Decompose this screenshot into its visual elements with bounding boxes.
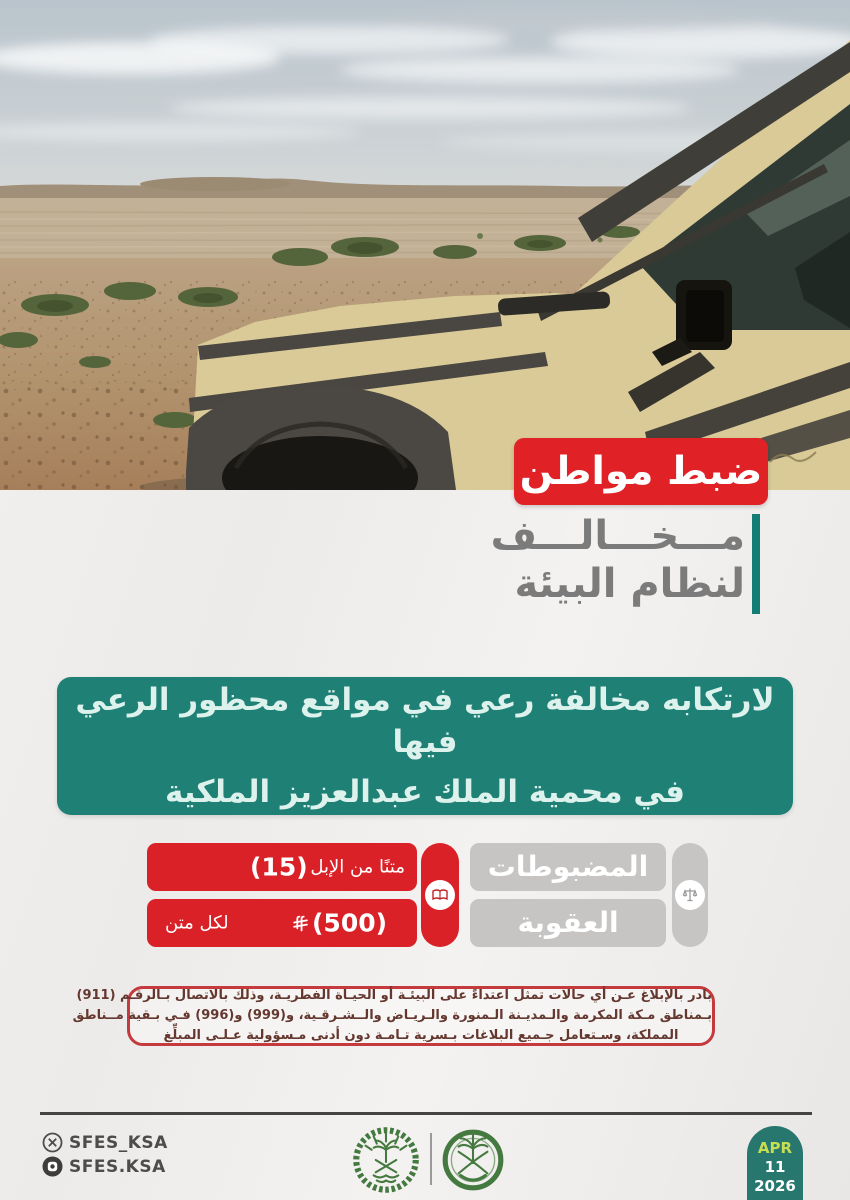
arrest-banner [514,438,768,505]
penalty-label-box [470,899,666,947]
instagram-handle: SFES.KSA [69,1156,166,1177]
violation-banner [57,677,793,815]
penalty-amount: (500) [293,909,387,938]
heading-line1: مـــخـــالـــف [490,513,745,559]
social-handles [42,1132,168,1177]
seizure-pill [421,843,459,947]
ledger-icon [425,880,455,910]
violation-heading [491,512,760,614]
date-badge [747,1126,803,1200]
notice-line1: بادر بالإبلاغ عـن أي حالات تمثل اعتداءً على البيئـة أو الحيـاة الفطريـة، وذلك بالاتصال بـالرقـم (911) [76,988,712,1003]
sfes-emblem [345,1121,427,1199]
violation-line2: في محمية الملك عبدالعزيز الملكية [164,774,686,810]
desert-scene [0,0,850,490]
instagram-icon [42,1156,63,1177]
notice-line2: بـمناطق مـكة المكرمة والـمديـنة الـمنورة والـريـاض والــشـرقـية، و(999) و(996) فـي بـقية مــناطق [72,1008,712,1023]
seizure-unit: متنًا من الإبل [310,856,405,878]
penalty-value-box [147,899,417,947]
violation-line1: لارتكابه مخالفة رعي في مواقع محظور الرعي فيها [75,682,775,760]
riyal-symbol-icon [293,915,308,932]
seizure-count: (15) [250,852,308,882]
seizure-value-box [147,843,417,891]
penalty-label: العقوبة [517,905,619,939]
notice-line3: المملكة، وسـتعامل جـميع البلاغات بـسرية تـامـة دون أدنى مـسؤولية عـلـى المبلِّغ [163,1028,679,1043]
seizures-label: المضبوطات [487,849,649,883]
penalty-pill [672,843,708,947]
heading-line2: لنظام البيئة [514,561,745,607]
logo-divider [430,1133,432,1185]
date-day: 11 [764,1158,786,1176]
stats-row [0,843,850,947]
x-handle: SFES_KSA [69,1132,168,1153]
date-month: APR [757,1139,793,1157]
moi-emblem [440,1126,506,1194]
social-row-x [42,1132,168,1153]
seizures-label-box [470,843,666,891]
report-notice [72,986,715,1046]
arrest-banner-label: ضبط مواطن [519,449,763,494]
date-year: 2026 [754,1177,796,1195]
accent-bar [752,514,760,614]
penalty-unit: لكل متن [165,912,229,934]
justice-icon [675,880,705,910]
patrol-photo [0,0,850,490]
x-icon [42,1132,63,1153]
footer-divider [40,1112,812,1115]
social-row-instagram [42,1156,168,1177]
violation-heading-text [491,512,745,614]
